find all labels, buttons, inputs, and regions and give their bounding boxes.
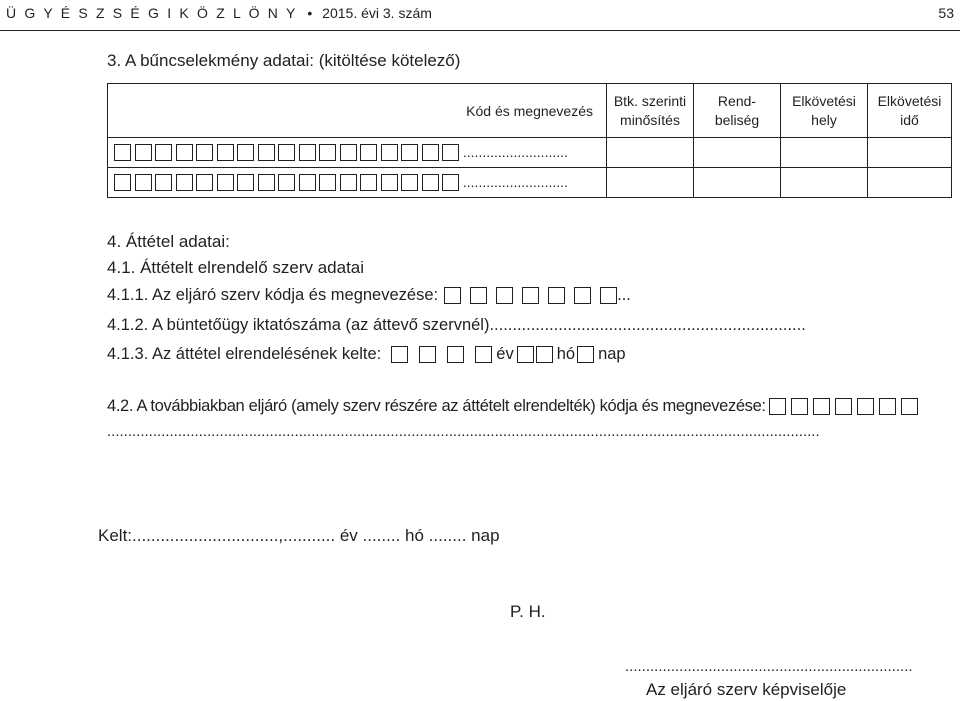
field-4-2-dots: ........................................................................................................................................................................... [107, 423, 820, 440]
stamp-placeholder: P. H. [510, 602, 546, 621]
code-box[interactable] [176, 174, 193, 191]
field-4-2-label: 4.2. A továbbiakban eljáró (amely szerv részére az áttételt elrendelték) kódja és megnevezése: [107, 397, 766, 415]
table-row [108, 168, 952, 198]
year-box[interactable] [419, 346, 436, 363]
code-box[interactable] [381, 144, 398, 161]
field-4-1-2-label: 4.1.2. A büntetőügy iktatószáma (az áttevő szervnél) [107, 316, 490, 334]
section-4-title: 4. Áttétel adatai: [107, 232, 230, 251]
crime-data-table [107, 83, 952, 198]
field-4-1-2 [107, 316, 806, 335]
signature-line: ..................................................................... [625, 658, 913, 675]
code-box[interactable] [278, 144, 295, 161]
code-box[interactable] [340, 174, 357, 191]
code-box[interactable] [135, 144, 152, 161]
issue-label: 2015. évi 3. szám [322, 5, 432, 21]
agency-code-box[interactable] [600, 287, 617, 304]
header-rend-line2: beliség [714, 111, 760, 128]
next-agency-code-boxes [769, 398, 918, 415]
btk-cell[interactable] [607, 168, 694, 198]
header-btk-line2: minősítés [620, 111, 680, 128]
code-boxes [114, 144, 459, 161]
next-agency-code-box[interactable] [813, 398, 830, 415]
code-boxes [114, 174, 459, 191]
agency-code-box[interactable] [470, 287, 487, 304]
code-box[interactable] [422, 144, 439, 161]
rendeliseg-cell[interactable] [694, 168, 781, 198]
header-ido-line2: idő [900, 111, 919, 128]
code-box[interactable] [319, 144, 336, 161]
next-agency-code-box[interactable] [835, 398, 852, 415]
field-4-1-1-label: 4.1.1. Az eljáró szerv kódja és megnevezése: [107, 286, 439, 304]
header-elkovetesi-hely [781, 84, 868, 138]
agency-code-box[interactable] [548, 287, 565, 304]
agency-code-box[interactable] [522, 287, 539, 304]
header-rule [0, 30, 960, 31]
year-box[interactable] [447, 346, 464, 363]
year-label: év [496, 345, 514, 363]
day-boxes [577, 346, 594, 363]
day-box[interactable] [577, 346, 594, 363]
code-box[interactable] [237, 144, 254, 161]
code-box[interactable] [442, 144, 459, 161]
page-number: 53 [938, 5, 954, 21]
table-header-row [108, 84, 952, 138]
agency-code-boxes [444, 287, 617, 304]
code-box[interactable] [360, 144, 377, 161]
year-box[interactable] [475, 346, 492, 363]
field-4-1-1 [107, 286, 631, 305]
month-box[interactable] [536, 346, 553, 363]
subsection-4-1: 4.1. Áttételt elrendelő szerv adatai [107, 258, 365, 277]
code-entry-cell[interactable] [108, 168, 607, 198]
code-box[interactable] [196, 144, 213, 161]
hely-cell[interactable] [781, 138, 868, 168]
section-3-title: 3. A bűncselekmény adatai: (kitöltése kötelező) [107, 51, 461, 70]
agency-code-box[interactable] [496, 287, 513, 304]
code-box[interactable] [442, 174, 459, 191]
code-box[interactable] [135, 174, 152, 191]
code-box[interactable] [258, 144, 275, 161]
signature-label: Az eljáró szerv képviselője [646, 680, 847, 699]
agency-code-box[interactable] [574, 287, 591, 304]
code-box[interactable] [299, 174, 316, 191]
code-box[interactable] [155, 174, 172, 191]
header-ido-line1: Elkövetési [877, 92, 942, 109]
ido-cell[interactable] [868, 168, 952, 198]
header-elkovetesi-ido [868, 84, 952, 138]
code-box[interactable] [237, 174, 254, 191]
field-4-2 [107, 397, 918, 416]
code-box[interactable] [340, 144, 357, 161]
next-agency-code-box[interactable] [791, 398, 808, 415]
header-code-name: Kód és megnevezés [108, 84, 607, 138]
code-box[interactable] [176, 144, 193, 161]
running-header [6, 5, 432, 21]
kelt-line: Kelt:...............................,........... év ........ hó ........ nap [98, 526, 500, 545]
year-boxes [391, 346, 492, 363]
code-box[interactable] [319, 174, 336, 191]
next-agency-code-box[interactable] [901, 398, 918, 415]
code-box[interactable] [401, 174, 418, 191]
agency-code-box[interactable] [444, 287, 461, 304]
header-hely-line1: Elkövetési [792, 92, 856, 109]
row-dots: ........................... [462, 173, 568, 190]
code-box[interactable] [217, 144, 234, 161]
field-4-1-3-label: 4.1.3. Az áttétel elrendelésének kelte: [107, 345, 382, 363]
day-label: nap [598, 345, 626, 363]
ido-cell[interactable] [868, 138, 952, 168]
rendeliseg-cell[interactable] [694, 138, 781, 168]
field-4-1-3 [107, 345, 626, 364]
code-box[interactable] [258, 174, 275, 191]
publication-name: Ü G Y É S Z S É G I K Ö Z L Ö N Y [6, 5, 298, 21]
header-btk [607, 84, 694, 138]
code-box[interactable] [422, 174, 439, 191]
code-box[interactable] [217, 174, 234, 191]
row-dots: ........................... [462, 143, 568, 160]
btk-cell[interactable] [607, 138, 694, 168]
field-4-1-1-dots: ... [617, 286, 631, 304]
header-rend-line1: Rend- [717, 92, 757, 109]
year-box[interactable] [391, 346, 408, 363]
code-box[interactable] [299, 144, 316, 161]
next-agency-code-box[interactable] [857, 398, 874, 415]
next-agency-code-box[interactable] [879, 398, 896, 415]
code-box[interactable] [196, 174, 213, 191]
code-entry-cell[interactable] [108, 138, 607, 168]
month-boxes [517, 346, 553, 363]
header-bullet: • [307, 5, 313, 21]
code-box[interactable] [278, 174, 295, 191]
code-box[interactable] [360, 174, 377, 191]
code-box[interactable] [114, 174, 131, 191]
code-box[interactable] [401, 144, 418, 161]
hely-cell[interactable] [781, 168, 868, 198]
header-btk-line1: Btk. szerinti [613, 92, 687, 109]
next-agency-code-box[interactable] [769, 398, 786, 415]
code-box[interactable] [381, 174, 398, 191]
field-4-1-2-dots: ..................................................................... [489, 316, 806, 334]
header-hely-line2: hely [811, 111, 837, 128]
month-box[interactable] [517, 346, 534, 363]
code-box[interactable] [155, 144, 172, 161]
code-box[interactable] [114, 144, 131, 161]
header-rendeliseg [694, 84, 781, 138]
month-label: hó [556, 345, 576, 363]
table-row [108, 138, 952, 168]
